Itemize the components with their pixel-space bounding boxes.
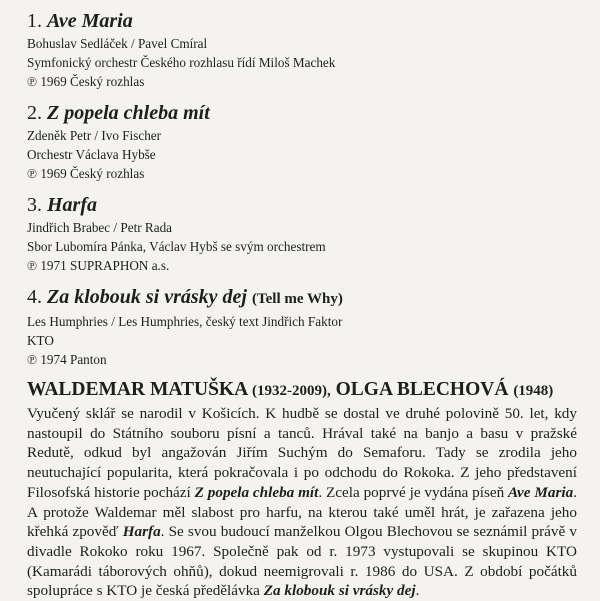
track-number: 4. [27, 286, 42, 308]
track-performer: Sbor Lubomíra Pánka, Václav Hybš se svým orchestrem [27, 239, 326, 254]
song-reference: Harfa [122, 523, 161, 541]
biography-text [27, 404, 577, 601]
booklet-page [27, 8, 577, 601]
bio-text: . Zcela poprvé je vydána píseň [318, 483, 509, 501]
artist-name: WALDEMAR MATUŠKA [27, 379, 248, 400]
bio-text: . A protože Waldemar měl slabost pro harfu, na kterou také uměl hrát, je zařazena jeho křehká zpověď [27, 483, 577, 541]
track-number: 1. [27, 10, 42, 32]
track-copyright: ℗ 1971 SUPRAPHON a.s. [27, 258, 170, 273]
artist-name: OLGA BLECHOVÁ [335, 379, 509, 400]
track-1 [27, 8, 577, 91]
track-name: Ave Maria [47, 10, 133, 32]
bio-text: . Se svou budoucí manželkou Olgou Blechovou se seznámil právě v divadle Rokoko roku 1967. Společně pak od r. 1973 vystupovali se skupinou KTO (Kamarádi táborových ohňů), dokud neemigrovali r. 1986 do USA. Z období počátků spolupráce s KTO je česká předělávka [27, 523, 577, 600]
track-copyright: ℗ 1969 Český rozhlas [27, 74, 145, 89]
bio-text: . [415, 582, 420, 600]
track-performer: KTO [27, 333, 54, 348]
artist-years: (1932-2009), [251, 383, 331, 399]
track-number: 3. [27, 194, 42, 216]
track-3 [27, 192, 577, 275]
track-name: Harfa [47, 194, 97, 216]
track-performer: Orchestr Václava Hybše [27, 147, 156, 162]
song-reference: Za klobouk si vrásky dej [263, 582, 416, 600]
track-name: Za klobouk si vrásky dej [47, 286, 247, 308]
track-credits: Zdeněk Petr / Ivo Fischer [27, 128, 162, 143]
track-2 [27, 100, 577, 183]
track-credits: Bohuslav Sedláček / Pavel Cmíral [27, 36, 208, 51]
bio-text: Vyučený sklář se narodil v Košicích. K hudbě se dostal ve druhé polovině 50. let, kdy nastoupil do Státního souboru písní a tanců. Hrával také na banjo a basu v pražské Redutě, odkud byl angažován Jiřím Suchým do Semaforu. Tady se zrodila jeho neutuchající popularita, která pokračovala i po odchodu do Rokoka. Z jeho představení Filosofská historie pochází [27, 405, 577, 501]
track-number: 2. [27, 102, 42, 124]
artist-years: (1948) [513, 383, 554, 399]
track-name: Z popela chleba mít [47, 102, 210, 124]
song-reference: Ave Maria [508, 483, 574, 501]
track-title [27, 192, 577, 218]
song-reference: Z popela chleba mít [194, 483, 319, 501]
artists-heading [27, 378, 577, 403]
track-title [27, 284, 577, 312]
track-4 [27, 284, 577, 369]
track-performer: Symfonický orchestr Českého rozhlasu řídí Miloš Machek [27, 55, 336, 70]
track-title [27, 8, 577, 34]
track-subtitle: (Tell me Why) [252, 291, 343, 307]
track-credits: Jindřich Brabec / Petr Rada [27, 220, 173, 235]
track-copyright: ℗ 1969 Český rozhlas [27, 166, 145, 181]
track-title [27, 100, 577, 126]
track-credits: Les Humphries / Les Humphries, český text Jindřich Faktor [27, 314, 343, 329]
track-copyright: ℗ 1974 Panton [27, 352, 107, 367]
